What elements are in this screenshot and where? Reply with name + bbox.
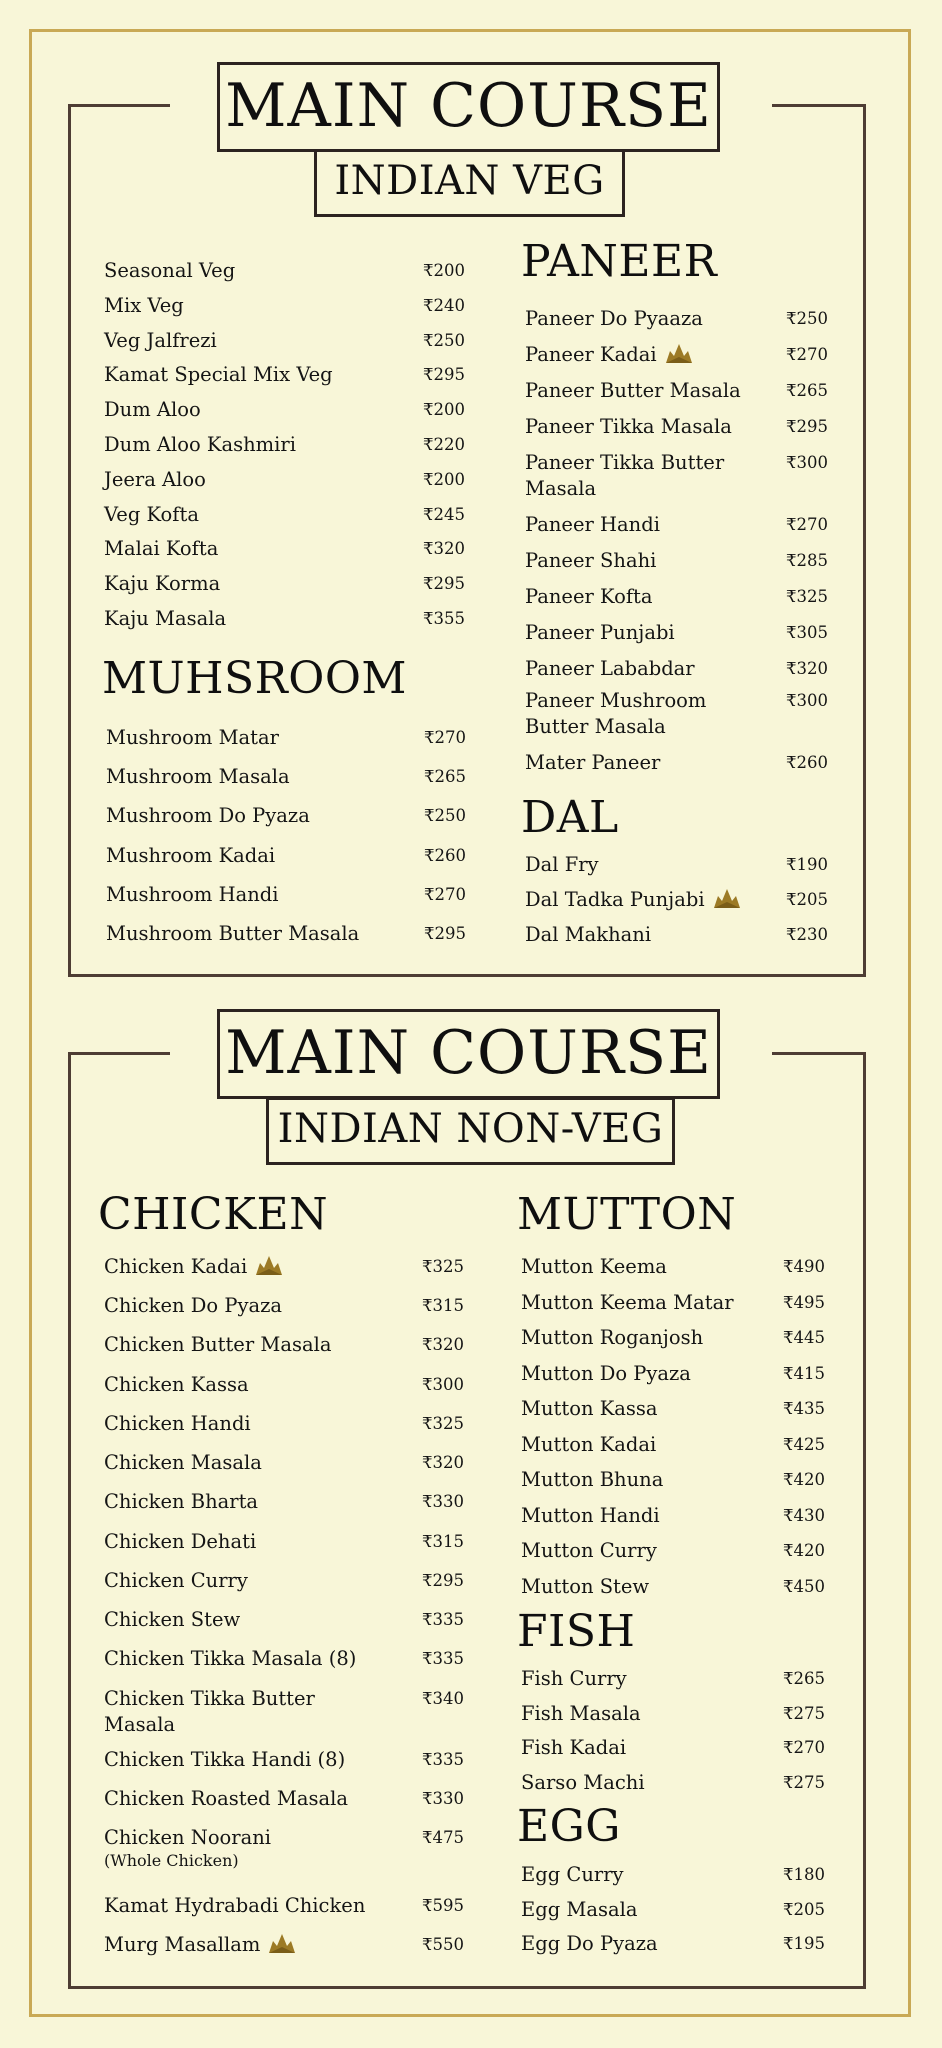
menu-item-price: ₹295 — [423, 365, 465, 384]
menu-item-price: ₹490 — [783, 1257, 825, 1276]
menu-item-price: ₹270 — [424, 885, 466, 904]
menu-item-name: Chicken Kadai — [104, 1254, 283, 1280]
menu-item-price: ₹295 — [424, 924, 466, 943]
veg-title-box — [217, 62, 720, 152]
chef-special-icon — [255, 1254, 283, 1276]
menu-item-price: ₹220 — [423, 435, 465, 454]
menu-item-name: Mutton Bhuna — [521, 1468, 664, 1491]
menu-item-price: ₹190 — [786, 855, 828, 874]
menu-item-name: Egg Do Pyaza — [521, 1932, 658, 1955]
menu-item-name: Chicken Do Pyaza — [104, 1294, 282, 1317]
menu-item-name: Chicken Dehati — [104, 1530, 257, 1553]
menu-item-name: Jeera Aloo — [104, 468, 206, 491]
menu-item-price: ₹320 — [422, 1335, 464, 1354]
chef-special-icon — [665, 342, 693, 364]
menu-item-price: ₹200 — [423, 261, 465, 280]
menu-item-name: Kaju Masala — [104, 607, 227, 630]
menu-item-name: Mutton Roganjosh — [521, 1326, 704, 1349]
menu-item-price: ₹595 — [422, 1896, 464, 1915]
menu-item-price: ₹295 — [423, 574, 465, 593]
menu-item-price: ₹205 — [786, 890, 828, 909]
menu-item-price: ₹270 — [786, 515, 828, 534]
menu-item-price: ₹305 — [786, 623, 828, 642]
chicken-heading: CHICKEN — [98, 1189, 329, 1240]
menu-item-price: ₹320 — [423, 539, 465, 558]
nonveg-title: MAIN COURSE — [225, 1018, 712, 1088]
menu-item-name: Paneer Handi — [525, 513, 660, 536]
menu-item-name: Kaju Korma — [104, 572, 221, 595]
menu-item-price: ₹355 — [423, 609, 465, 628]
menu-item-name: Veg Jalfrezi — [104, 329, 217, 352]
menu-item-name: Mutton Stew — [521, 1575, 650, 1598]
menu-item-price: ₹315 — [422, 1296, 464, 1315]
menu-item-price: ₹325 — [422, 1257, 464, 1276]
menu-item-price: ₹250 — [786, 309, 828, 328]
menu-item-name: Paneer Tikka Butter Masala — [525, 451, 725, 500]
menu-item-price: ₹300 — [786, 691, 828, 710]
menu-item-price: ₹330 — [422, 1789, 464, 1808]
menu-item-price: ₹300 — [786, 453, 828, 472]
nonveg-subtitle: INDIAN NON-VEG — [277, 1106, 664, 1152]
menu-item-name: Paneer Kofta — [525, 585, 653, 608]
menu-item-price: ₹320 — [786, 659, 828, 678]
dal-heading: DAL — [521, 792, 619, 843]
menu-item-price: ₹300 — [422, 1375, 464, 1394]
menu-item-name: Kamat Special Mix Veg — [104, 363, 333, 386]
menu-item-price: ₹260 — [786, 753, 828, 772]
menu-item-price: ₹495 — [783, 1293, 825, 1312]
menu-item-price: ₹265 — [424, 767, 466, 786]
menu-item-name: Mutton Handi — [521, 1504, 660, 1527]
menu-item-price: ₹475 — [422, 1828, 464, 1847]
menu-item-name: Veg Kofta — [104, 503, 199, 526]
menu-item-name: Dum Aloo — [104, 398, 201, 421]
menu-item-name: Mix Veg — [104, 294, 184, 317]
menu-item-price: ₹275 — [783, 1704, 825, 1723]
menu-item-name: Chicken Tikka Masala (8) — [104, 1647, 357, 1670]
menu-item-name: Paneer Butter Masala — [525, 379, 741, 402]
menu-item-name: Mater Paneer — [525, 751, 661, 774]
menu-item-name: Paneer Shahi — [525, 549, 657, 572]
menu-item-price: ₹325 — [422, 1414, 464, 1433]
menu-item-price: ₹240 — [423, 296, 465, 315]
menu-item-name: Dum Aloo Kashmiri — [104, 433, 296, 456]
menu-item-price: ₹295 — [422, 1571, 464, 1590]
menu-item-price: ₹415 — [783, 1364, 825, 1383]
menu-item-price: ₹285 — [786, 551, 828, 570]
chef-special-icon — [268, 1932, 296, 1954]
menu-item-name: Chicken Stew — [104, 1608, 241, 1631]
mushroom-heading: MUHSROOM — [102, 653, 407, 704]
menu-item-name: Paneer Tikka Masala — [525, 415, 732, 438]
menu-item-price: ₹200 — [423, 400, 465, 419]
veg-subtitle: INDIAN VEG — [334, 158, 605, 204]
menu-item-name: Paneer Do Pyaaza — [525, 307, 703, 330]
menu-item-price: ₹270 — [783, 1738, 825, 1757]
menu-item-price: ₹335 — [422, 1649, 464, 1668]
menu-item-price: ₹315 — [422, 1532, 464, 1551]
menu-item-price: ₹420 — [783, 1541, 825, 1560]
menu-item-name: Chicken Tikka Butter Masala — [104, 1687, 315, 1736]
chef-special-icon — [713, 887, 741, 909]
menu-item-price: ₹550 — [422, 1935, 464, 1954]
menu-item-price: ₹250 — [424, 806, 466, 825]
menu-item-price: ₹340 — [422, 1689, 464, 1708]
menu-item-name: Chicken Handi — [104, 1412, 251, 1435]
mutton-heading: MUTTON — [517, 1189, 737, 1240]
menu-item-name: Fish Kadai — [521, 1736, 627, 1759]
nonveg-subtitle-box — [266, 1097, 675, 1165]
menu-item-price: ₹330 — [422, 1492, 464, 1511]
menu-item-price: ₹420 — [783, 1470, 825, 1489]
menu-item-name: Chicken Noorani (Whole Chicken) — [104, 1826, 272, 1870]
menu-item-price: ₹430 — [783, 1506, 825, 1525]
menu-item-price: ₹445 — [783, 1328, 825, 1347]
fish-heading: FISH — [517, 1606, 636, 1657]
menu-item-price: ₹335 — [422, 1610, 464, 1629]
menu-item-price: ₹320 — [422, 1453, 464, 1472]
menu-item-price: ₹450 — [783, 1577, 825, 1596]
menu-item-price: ₹295 — [786, 417, 828, 436]
menu-item-name: Mushroom Handi — [106, 883, 279, 906]
menu-item-name: Egg Curry — [521, 1863, 624, 1886]
menu-item-price: ₹205 — [783, 1900, 825, 1919]
menu-item-name: Mushroom Matar — [106, 726, 279, 749]
menu-item-price: ₹435 — [783, 1399, 825, 1418]
menu-item-name: Mushroom Do Pyaza — [106, 804, 310, 827]
menu-item-name: Mutton Kadai — [521, 1433, 657, 1456]
menu-item-price: ₹425 — [783, 1435, 825, 1454]
menu-item-name: Dal Makhani — [525, 923, 652, 946]
menu-item-name: Paneer Kadai — [525, 342, 693, 368]
menu-item-name: Murg Masallam — [104, 1932, 296, 1958]
veg-subtitle-box — [314, 149, 625, 217]
menu-item-name: Egg Masala — [521, 1898, 638, 1921]
menu-item-name: Dal Tadka Punjabi — [525, 887, 741, 913]
menu-item-name: Chicken Butter Masala — [104, 1333, 332, 1356]
menu-item-name: Malai Kofta — [104, 537, 219, 560]
menu-item-price: ₹265 — [786, 381, 828, 400]
menu-item-name: Mushroom Butter Masala — [106, 922, 360, 945]
menu-item-price: ₹245 — [423, 505, 465, 524]
menu-item-name: Mushroom Kadai — [106, 844, 276, 867]
menu-item-name: Fish Masala — [521, 1702, 641, 1725]
menu-item-name: Chicken Bharta — [104, 1490, 259, 1513]
menu-item-price: ₹200 — [423, 470, 465, 489]
menu-item-name: Kamat Hydrabadi Chicken — [104, 1894, 366, 1917]
menu-item-name: Mushroom Masala — [106, 765, 290, 788]
menu-item-price: ₹195 — [783, 1934, 825, 1953]
menu-item-name: Paneer Punjabi — [525, 621, 675, 644]
menu-item-price: ₹265 — [783, 1669, 825, 1688]
menu-item-price: ₹275 — [783, 1773, 825, 1792]
menu-item-name: Chicken Tikka Handi (8) — [104, 1748, 346, 1771]
menu-item-name: Chicken Curry — [104, 1569, 248, 1592]
menu-item-name: Chicken Masala — [104, 1451, 262, 1474]
menu-item-name: Seasonal Veg — [104, 259, 236, 282]
menu-item-price: ₹230 — [786, 925, 828, 944]
menu-item-price: ₹270 — [786, 345, 828, 364]
menu-item-name: Mutton Do Pyaza — [521, 1362, 691, 1385]
menu-item-name: Mutton Kassa — [521, 1397, 658, 1420]
menu-item-name: Mutton Keema — [521, 1255, 667, 1278]
menu-item-name: Chicken Kassa — [104, 1373, 249, 1396]
nonveg-title-box — [217, 1009, 720, 1099]
menu-item-name: Chicken Roasted Masala — [104, 1787, 348, 1810]
paneer-heading: PANEER — [521, 236, 718, 287]
menu-item-name: Paneer Lababdar — [525, 657, 695, 680]
menu-item-name: Dal Fry — [525, 853, 599, 876]
menu-item-name: Mutton Curry — [521, 1539, 657, 1562]
menu-item-price: ₹260 — [424, 846, 466, 865]
veg-title: MAIN COURSE — [225, 71, 712, 141]
menu-item-price: ₹270 — [424, 728, 466, 747]
menu-item-price: ₹250 — [423, 331, 465, 350]
egg-heading: EGG — [517, 1801, 621, 1852]
menu-item-price: ₹325 — [786, 587, 828, 606]
menu-item-name: Fish Curry — [521, 1667, 627, 1690]
menu-item-price: ₹180 — [783, 1865, 825, 1884]
menu-item-name: Paneer Mushroom Butter Masala — [525, 689, 707, 738]
menu-item-price: ₹335 — [422, 1750, 464, 1769]
menu-item-name: Sarso Machi — [521, 1771, 645, 1794]
menu-item-name: Mutton Keema Matar — [521, 1291, 734, 1314]
